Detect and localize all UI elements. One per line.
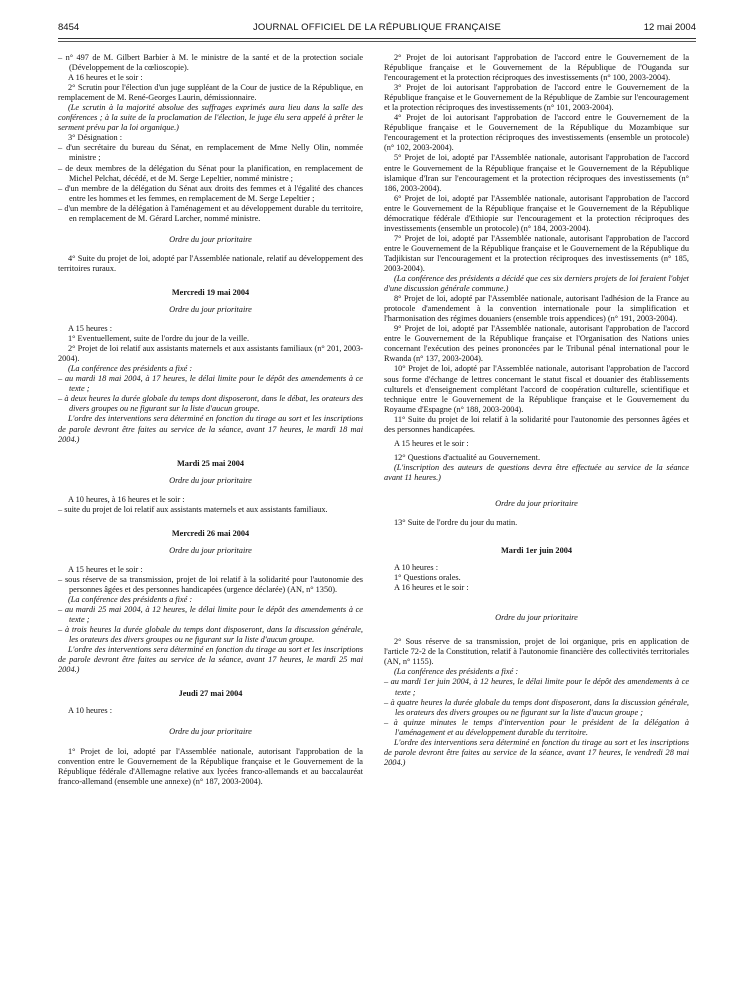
list-item: – à deux heures la durée globale du temps dont disposeront, dans le débat, les orateurs des divers groupes ou ne figurant sur la liste d'aucun groupe.: [58, 394, 363, 414]
date-heading: Mercredi 19 mai 2004: [171, 287, 250, 297]
left-column: [58, 53, 363, 787]
list-item: – au mardi 1er juin 2004, à 12 heures, le délai limite pour le dépôt des amendements à ce texte ;: [384, 677, 689, 697]
paragraph: 13° Suite de l'ordre du jour du matin.: [394, 518, 518, 528]
right-column: [384, 53, 689, 768]
section-heading: Ordre du jour prioritaire: [169, 727, 252, 737]
page-number: 8454: [58, 22, 80, 33]
section-heading: Ordre du jour prioritaire: [495, 613, 578, 623]
paragraph: 11° Suite du projet de loi relatif à la solidarité pour l'autonomie des personnes âgées et des personnes handicapées.: [384, 414, 689, 434]
list-item: – d'un membre de la délégation à l'aménagement et au développement durable du territoire, en remplacement de M. Gérard Larcher, nommé ministre.: [58, 203, 363, 223]
paragraph: 2° Scrutin pour l'élection d'un juge suppléant de la Cour de justice de la République, en remplacement de M. René-Georges Laurin, démissionnaire.: [58, 83, 363, 103]
paragraph: 8° Projet de loi, adopté par l'Assemblée nationale, autorisant l'adhésion de la France au protocole d'amendement à la convention internationale pour la simplification et l'harmonisation des régimes douaniers (ensemble trois appendices) (n° 191, 2003-2004).: [384, 294, 689, 324]
paragraph: 4° Projet de loi autorisant l'approbation de l'accord entre le Gouvernement de la République française et le Gouvernement de la République du Mozambique sur l'encouragement et la protection réciproques des investissements (ensemble un protocole) (n° 102, 2003-2004).: [384, 113, 689, 153]
date-heading: Mardi 1er juin 2004: [500, 546, 573, 556]
list-item: – à quinze minutes le temps d'intervention pour le président de la délégation à l'aménagement et au développement durable du territoire.: [384, 717, 689, 737]
list-item: – suite du projet de loi relatif aux assistants maternels et aux assistants familiaux.: [58, 504, 328, 514]
paragraph: – n° 497 de M. Gilbert Barbier à M. le ministre de la santé et de la protection sociale (Développement de la cœlioscopie).: [58, 53, 363, 73]
paragraph: 12° Questions d'actualité au Gouvernement.: [394, 452, 541, 462]
note: (La conférence des présidents a fixé :: [68, 364, 193, 374]
section-heading: Ordre du jour prioritaire: [169, 475, 252, 485]
paragraph: A 15 heures :: [68, 324, 113, 334]
list-item: – d'un membre de la délégation du Sénat aux droits des femmes et à l'égalité des chances entre les hommes et les femmes, en remplacement de M. Serge Lepeltier ;: [58, 183, 363, 203]
paragraph: A 10 heures :: [68, 706, 113, 716]
paragraph: 4° Suite du projet de loi, adopté par l'Assemblée nationale, relatif au développement des territoires ruraux.: [58, 253, 363, 273]
paragraph: 10° Projet de loi, adopté par l'Assemblée nationale, autorisant l'approbation de l'accord sous forme d'échange de lettres concernant le statut fiscal et douanier des établissements culturels et d'enseignement complétant l'accord de coopération culturelle, scientifique et technique entre le Gouvernement de la République française et le Gouvernement du Royaume d'Espagne (n° 188, 2003-2004).: [384, 364, 689, 414]
paragraph: A 16 heures et le soir :: [68, 73, 143, 83]
paragraph: 1° Eventuellement, suite de l'ordre du jour de la veille.: [68, 334, 250, 344]
paragraph: A 15 heures et le soir :: [68, 564, 143, 574]
list-item: – à trois heures la durée globale du temps dont disposeront, dans la discussion générale, les orateurs des divers groupes ou ne figurant sur la liste d'aucun groupe.: [58, 625, 363, 645]
header-rule: [58, 38, 696, 39]
paragraph: 6° Projet de loi, adopté par l'Assemblée nationale, autorisant l'approbation de l'accord entre le Gouvernement de la République française et le Gouvernement de la République démocratique fédérale d'Ethiopie sur l'encouragement et la protection réciproques des investissements (ensemble un protocole) (n° 184, 2003-2004).: [384, 193, 689, 233]
note: L'ordre des interventions sera déterminé en fonction du tirage au sort et les inscriptions de parole devront être faites au service de la séance, avant 17 heures, le mardi 25 mai 2004.): [58, 645, 363, 675]
issue-date: 12 mai 2004: [643, 22, 696, 33]
paragraph: A 16 heures et le soir :: [394, 583, 469, 593]
date-heading: Mardi 25 mai 2004: [176, 458, 245, 468]
paragraph: A 10 heures :: [394, 563, 439, 573]
list-item: – sous réserve de sa transmission, projet de loi relatif à la solidarité pour l'autonomie des personnes âgées et des personnes handicapées (urgence déclarée) (AN, n° 1350).: [58, 574, 363, 594]
page-header: [58, 22, 696, 38]
paragraph: 3° Projet de loi autorisant l'approbation de l'accord entre le Gouvernement de la République française et le Gouvernement de la République de Zambie sur l'encouragement et la protection réciproques des investissements (n° 101, 2003-2004).: [384, 83, 689, 113]
paragraph: 5° Projet de loi, adopté par l'Assemblée nationale, autorisant l'approbation de l'accord entre le Gouvernement de la République française et le Gouvernement de la République islamique d'Iran sur l'encouragement et la protection réciproques des investissements (n° 186, 2003-2004).: [384, 153, 689, 193]
list-item: – au mardi 18 mai 2004, à 17 heures, le délai limite pour le dépôt des amendements à ce texte ;: [58, 374, 363, 394]
note: (La conférence des présidents a fixé :: [394, 667, 519, 677]
paragraph: 1° Questions orales.: [394, 573, 461, 583]
paragraph: 3° Désignation :: [68, 133, 123, 143]
note: (Le scrutin à la majorité absolue des suffrages exprimés aura lieu dans la salle des conférences ; à la suite de la proclamation de l'élection, le juge élu sera appelé à prêter le serment prévu par la loi organique.): [58, 103, 363, 133]
paragraph: A 10 heures, à 16 heures et le soir :: [68, 494, 185, 504]
list-item: – à quatre heures la durée globale du temps dont disposeront, dans la discussion générale, les orateurs des divers groupes ou ne figurant sur la liste d'aucun groupe ;: [384, 697, 689, 717]
paragraph: 7° Projet de loi, adopté par l'Assemblée nationale, autorisant l'approbation de l'accord entre le Gouvernement de la République française et le Gouvernement de la République du Tadjikistan sur l'encouragement et la protection réciproques des investissements (n° 185, 2003-2004).: [384, 233, 689, 273]
note: (L'inscription des auteurs de questions devra être effectuée au service de la séance avant 11 heures.): [384, 462, 689, 482]
date-heading: Mercredi 26 mai 2004: [171, 528, 250, 538]
paragraph: 2° Projet de loi relatif aux assistants maternels et aux assistants familiaux (n° 201, 2003-2004).: [58, 344, 363, 364]
journal-title: JOURNAL OFFICIEL DE LA RÉPUBLIQUE FRANÇAISE: [252, 22, 502, 33]
note: L'ordre des interventions sera déterminé en fonction du tirage au sort et les inscriptions de parole devront être faites au service de la séance, avant 17 heures, le vendredi 28 mai 2004.): [384, 737, 689, 767]
note: L'ordre des interventions sera déterminé en fonction du tirage au sort et les inscriptions de parole devront être faites au service de la séance, avant 17 heures, le mardi 18 mai 2004.): [58, 414, 363, 444]
header-rule-thin: [58, 41, 696, 42]
paragraph: 9° Projet de loi, adopté par l'Assemblée nationale, autorisant l'approbation de l'accord entre le Gouvernement de la République française et l'Organisation des Nations unies concernant l'exécution des peines prononcées par le Tribunal pénal international pour le Rwanda (n° 137, 2003-2004).: [384, 324, 689, 364]
date-heading: Jeudi 27 mai 2004: [178, 689, 243, 699]
paragraph: 1° Projet de loi, adopté par l'Assemblée nationale, autorisant l'approbation de la convention entre le Gouvernement de la République française et le Gouvernement de la République fédérale d'Allemagne relative aux lycées franco-allemands et au baccalauréat franco-allemand (ensemble une annexe) (n° 187, 2003-2004).: [58, 746, 363, 786]
section-heading: Ordre du jour prioritaire: [169, 545, 252, 555]
list-item: – de deux membres de la délégation du Sénat pour la planification, en remplacement de Michel Pelchat, décédé, et de M. Serge Lepeltier, nommé ministre ;: [58, 163, 363, 183]
section-heading: Ordre du jour prioritaire: [495, 498, 578, 508]
paragraph: A 15 heures et le soir :: [394, 438, 469, 448]
section-heading: Ordre du jour prioritaire: [169, 304, 252, 314]
note: (La conférence des présidents a fixé :: [68, 595, 193, 605]
note: (La conférence des présidents a décidé que ces six derniers projets de loi feraient l'objet d'une discussion générale commune.): [384, 274, 689, 294]
list-item: – d'un secrétaire du bureau du Sénat, en remplacement de Mme Nelly Olin, nommée ministre ;: [58, 143, 363, 163]
list-item: – au mardi 25 mai 2004, à 12 heures, le délai limite pour le dépôt des amendements à ce texte ;: [58, 605, 363, 625]
section-heading: Ordre du jour prioritaire: [169, 234, 252, 244]
paragraph: 2° Projet de loi autorisant l'approbation de l'accord entre le Gouvernement de la République française et le Gouvernement de la République de l'Ouganda sur l'encouragement et la protection réciproques des investissements (n° 100, 2003-2004).: [384, 53, 689, 83]
paragraph: 2° Sous réserve de sa transmission, projet de loi organique, pris en application de l'article 72-2 de la Constitution, relatif à l'autonomie financière des collectivités territoriales (AN, n° 1155).: [384, 637, 689, 667]
